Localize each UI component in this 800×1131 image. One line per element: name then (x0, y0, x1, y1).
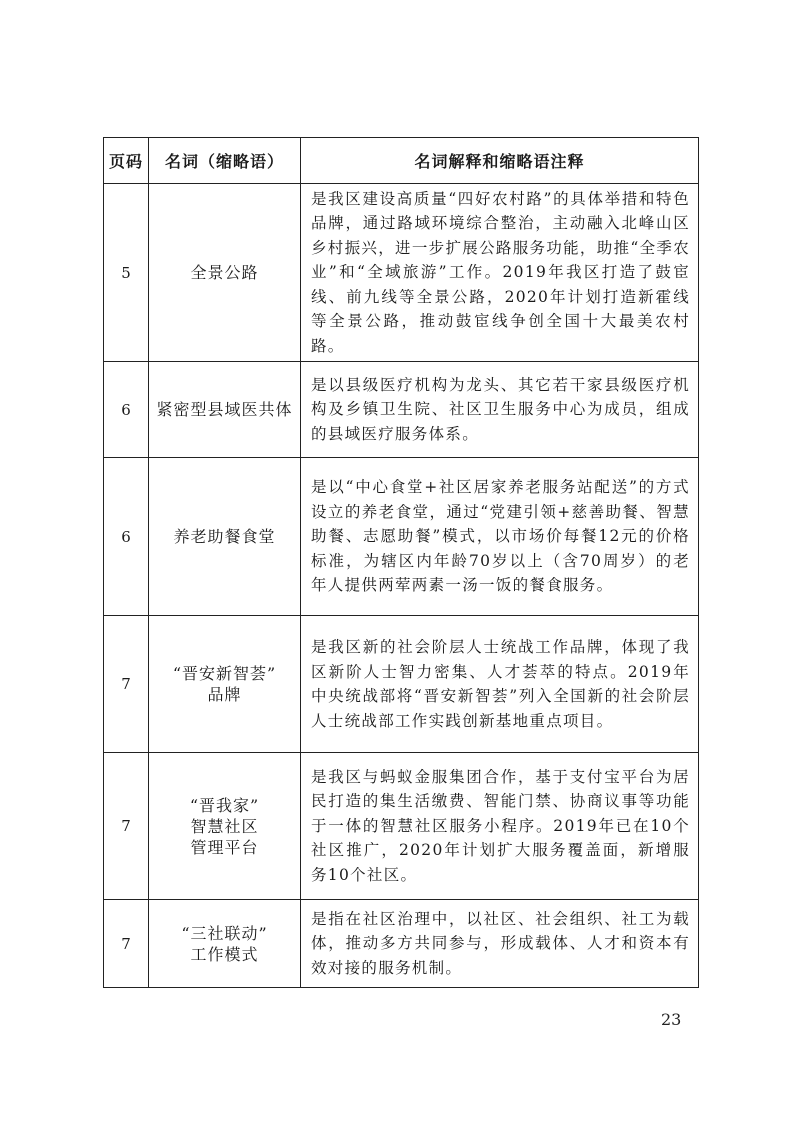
row-description: 是我区建设高质量“四好农村路”的具体举措和特色品牌，通过路域环境综合整治，主动融入北峰山区乡村振兴，进一步扩展公路服务功能，助推“全季农业”和“全域旅游”工作。2019年我区打造了鼓宦线、前九线等全景公路，2020年计划打造新霍线等全景公路，推动鼓宦线争创全国十大最美农村路。 (301, 184, 699, 362)
row-term: 全景公路 (149, 184, 301, 362)
row-term: “晋安新智荟” 品牌 (149, 616, 301, 753)
table-row (104, 753, 699, 900)
row-term: 紧密型县域医共体 (149, 362, 301, 458)
row-description: 是指在社区治理中，以社区、社会组织、社工为载体，推动多方共同参与，形成载体、人才和资本有效对接的服务机制。 (301, 900, 699, 988)
table-row (104, 458, 699, 616)
table-row (104, 362, 699, 458)
header-description: 名词解释和缩略语注释 (301, 138, 699, 184)
row-term: “三社联动” 工作模式 (149, 900, 301, 988)
row-page: 6 (104, 362, 149, 458)
row-page: 7 (104, 900, 149, 988)
table-row (104, 616, 699, 753)
row-page: 7 (104, 616, 149, 753)
row-description: 是我区新的社会阶层人士统战工作品牌，体现了我区新阶人士智力密集、人才荟萃的特点。2019年中央统战部将“晋安新智荟”列入全国新的社会阶层人士统战部工作实践创新基地重点项目。 (301, 616, 699, 753)
header-page: 页码 (104, 138, 149, 184)
row-description: 是我区与蚂蚁金服集团合作，基于支付宝平台为居民打造的集生活缴费、智能门禁、协商议事等功能于一体的智慧社区服务小程序。2019年已在10个社区推广，2020年计划扩大服务覆盖面，新增服务10个社区。 (301, 753, 699, 900)
row-description: 是以县级医疗机构为龙头、其它若干家县级医疗机构及乡镇卫生院、社区卫生服务中心为成员，组成的县域医疗服务体系。 (301, 362, 699, 458)
page-number: 23 (661, 1010, 682, 1029)
glossary-table (103, 137, 699, 988)
table-header-row (104, 138, 699, 184)
header-term: 名词（缩略语） (149, 138, 301, 184)
table-row (104, 900, 699, 988)
row-description: 是以“中心食堂+社区居家养老服务站配送”的方式设立的养老食堂，通过“党建引领+慈善助餐、智慧助餐、志愿助餐”模式，以市场价每餐12元的价格标准，为辖区内年龄70岁以上（含70周岁）的老年人提供两荤两素一汤一饭的餐食服务。 (301, 458, 699, 616)
row-page: 6 (104, 458, 149, 616)
table-row (104, 184, 699, 362)
row-term: “晋我家” 智慧社区 管理平台 (149, 753, 301, 900)
row-page: 5 (104, 184, 149, 362)
row-term: 养老助餐食堂 (149, 458, 301, 616)
row-page: 7 (104, 753, 149, 900)
